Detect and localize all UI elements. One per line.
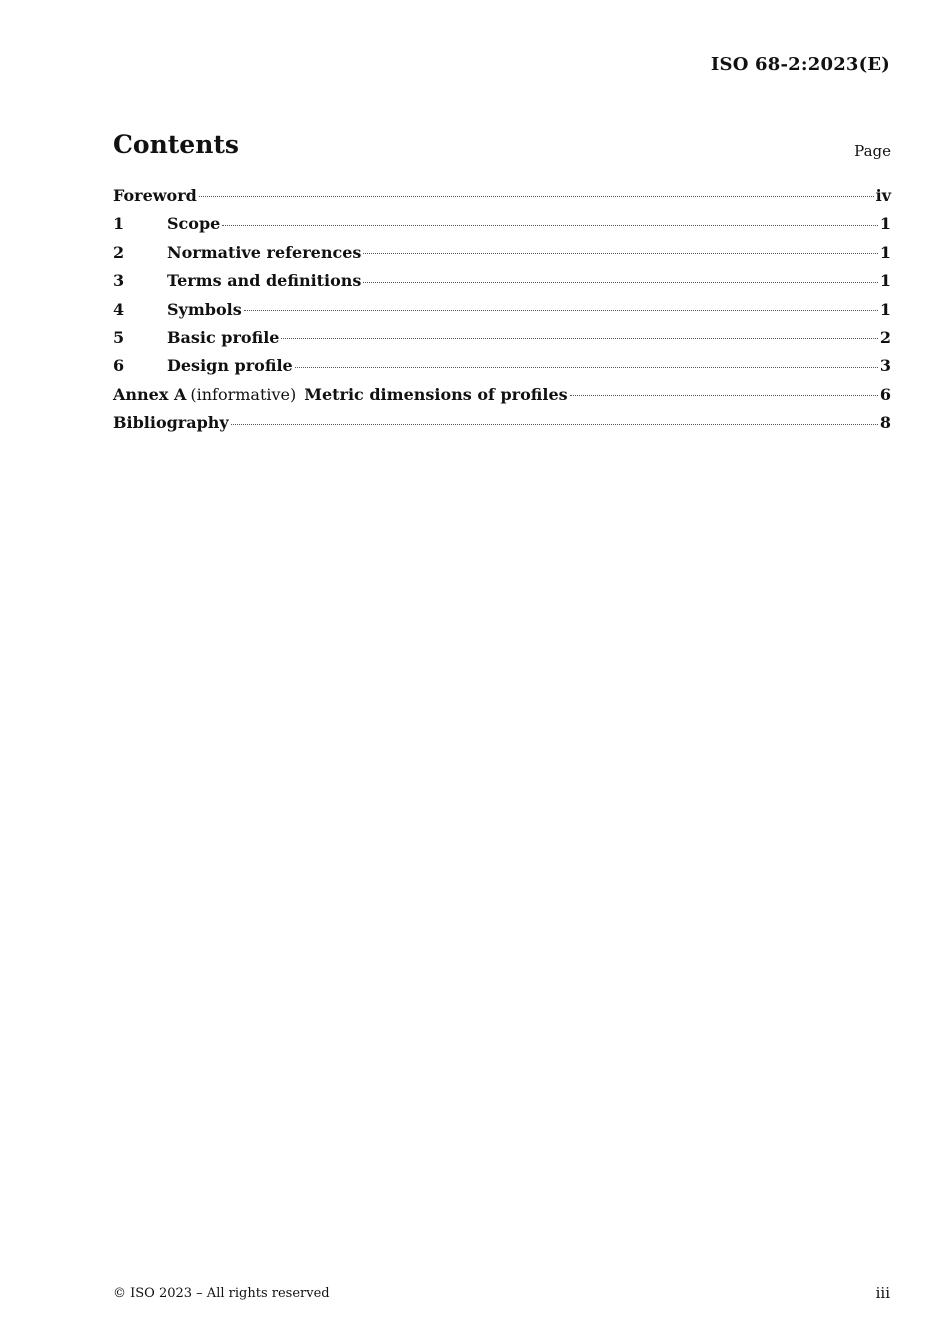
toc-entry-subtitle: Metric dimensions of profiles [304,384,568,404]
toc-entry-page: 1 [879,299,891,319]
toc-entry-symbols[interactable] [113,296,891,324]
toc-entry-scope[interactable] [113,210,891,238]
footer-page-number: iii [875,1284,890,1302]
toc-entry-note: (informative) [190,384,297,404]
toc-entry-annex-a[interactable] [113,381,891,409]
toc-entry-title: Scope [167,214,221,234]
contents-title: Contents [113,130,240,159]
toc-entry-design-profile[interactable] [113,352,891,380]
toc-entry-page: 2 [879,327,891,347]
toc-entry-number: 3 [113,271,125,291]
toc-leader [363,253,877,254]
toc-entry-page: 1 [879,242,891,262]
toc-entry-number: 1 [113,214,125,234]
toc-entry-page: 1 [879,214,891,234]
toc-entry-page: 6 [879,384,891,404]
toc-leader [281,338,877,339]
toc-leader [244,310,878,311]
toc-leader [570,395,878,396]
toc-entry-title: Foreword [113,186,197,205]
toc-entry-basic-profile[interactable] [113,324,891,352]
toc-entry-bibliography[interactable] [113,409,891,437]
toc-entry-title: Normative references [167,242,362,262]
footer-copyright: © ISO 2023 – All rights reserved [113,1286,330,1301]
toc-entry-number: 5 [113,327,125,347]
toc-leader [199,196,874,197]
toc-entry-number: 6 [113,356,125,376]
toc-entry-title: Design profile [167,356,293,376]
toc-leader [231,424,878,425]
toc-entry-title: Annex A [113,384,187,404]
toc-entry-title: Bibliography [113,413,229,433]
toc-entry-title: Terms and definitions [167,271,362,291]
toc-leader [363,282,877,283]
page-column-label: Page [854,142,891,160]
toc-entry-page: 3 [879,356,891,376]
toc-entry-page: iv [875,186,891,205]
contents-header [113,130,891,170]
toc-entry-number: 4 [113,299,125,319]
toc-leader [222,225,878,226]
toc-leader [295,367,878,368]
toc-entry-title: Symbols [167,299,242,319]
toc-entry-page: 8 [879,413,891,433]
toc-entry-foreword[interactable] [113,182,891,210]
toc-entry-page: 1 [879,271,891,291]
toc-entry-number: 2 [113,242,125,262]
toc-entry-title: Basic profile [167,327,280,347]
table-of-contents [113,182,891,438]
toc-entry-terms-and-definitions[interactable] [113,267,891,295]
document-id: ISO 68-2:2023(E) [710,54,890,75]
toc-entry-normative-references[interactable] [113,239,891,267]
